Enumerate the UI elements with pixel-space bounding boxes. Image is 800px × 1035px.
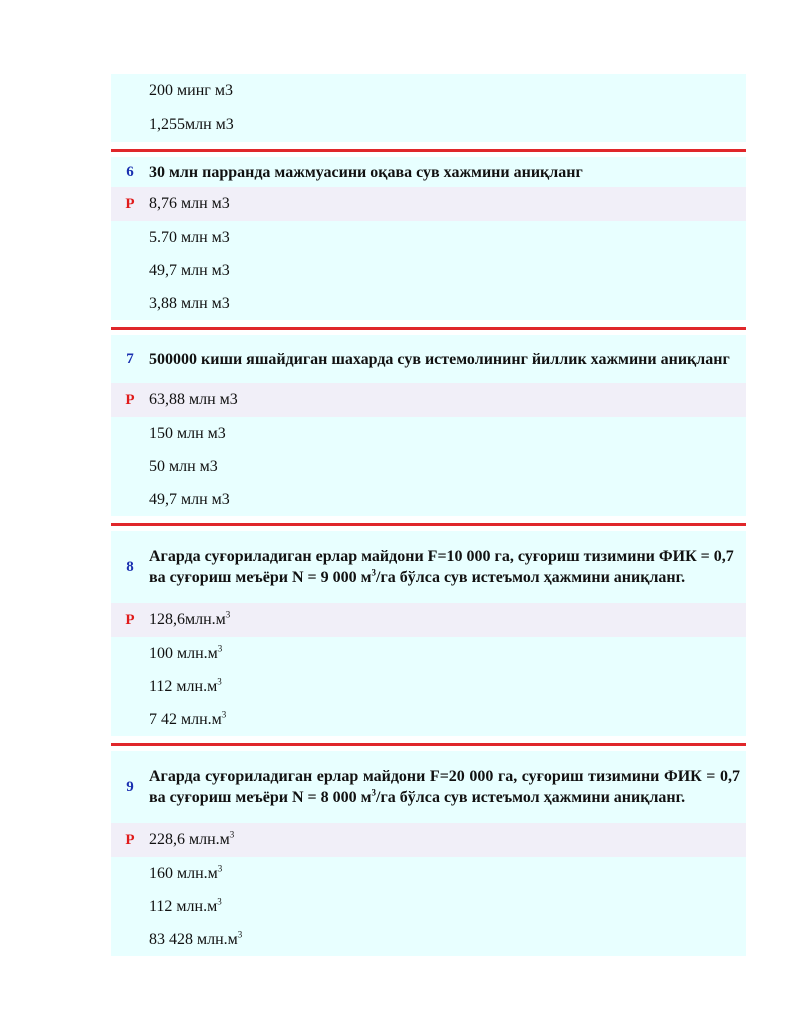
superscript: 3 [371, 567, 377, 578]
question-divider [111, 327, 746, 330]
answer-option [111, 108, 746, 142]
answer-text: 200 минг м3 [149, 82, 233, 99]
answer-option [111, 287, 746, 320]
answer-text: 5.70 млн м3 [149, 228, 230, 246]
answer-text [149, 830, 746, 850]
superscript: 3 [237, 929, 243, 940]
answer-option [111, 703, 746, 736]
answer-text [149, 897, 746, 917]
correct-answer-marker: P [125, 831, 135, 848]
answer-text: 3,88 млн м3 [149, 294, 230, 312]
answer-option [111, 74, 746, 108]
answer-text: 8,76 млн м3 [149, 195, 230, 212]
superscript: 3 [217, 643, 223, 654]
question-number: 6 [126, 163, 134, 180]
answer-option [111, 890, 746, 923]
answer-text: 1,255млн м3 [149, 116, 234, 133]
correct-answer-marker: P [125, 611, 135, 628]
superscript: 3 [217, 863, 223, 874]
question-text-part: Агарда суғориладиган ерлар майдони F=10 000 га, суғориш тизимини ФИК = 0,7 ва суғориш меъёри N = 9 000 м [149, 548, 734, 586]
answer-text: 49,7 млн м3 [149, 490, 230, 508]
question-number: 9 [126, 778, 134, 795]
answer-text: 63,88 млн м3 [149, 391, 238, 408]
question-text [149, 546, 746, 588]
correct-answer-marker: P [125, 195, 135, 212]
question-row [111, 531, 746, 603]
answer-text: 50 млн м3 [149, 457, 218, 475]
answer-option-correct [111, 187, 746, 221]
question-row [111, 335, 746, 383]
answer-value: 83 428 млн.м [149, 930, 238, 948]
answer-text [149, 610, 746, 630]
question-divider [111, 149, 746, 152]
answer-text: 150 млн м3 [149, 424, 226, 442]
answer-text [149, 930, 746, 950]
answer-value: 100 млн.м [149, 644, 218, 662]
answer-option-correct [111, 383, 746, 417]
answer-option [111, 670, 746, 703]
question-number: 7 [126, 350, 134, 367]
answer-option [111, 221, 746, 254]
answer-value: 112 млн.м [149, 677, 218, 695]
answer-option-correct [111, 603, 746, 637]
question-text-part: /га бўлса сув истеъмол ҳажмини аниқланг. [376, 569, 686, 586]
answer-text [149, 677, 746, 697]
answer-option [111, 254, 746, 287]
answer-value: 228,6 млн.м [149, 831, 230, 848]
answer-option [111, 637, 746, 670]
question-divider [111, 523, 746, 526]
question-text-part: /га бўлса сув истеъмол ҳажмини аниқланг. [376, 789, 686, 806]
correct-answer-marker: P [125, 391, 135, 408]
answer-option-correct [111, 823, 746, 857]
question-row [111, 751, 746, 823]
answer-text [149, 710, 746, 730]
answer-text [149, 644, 746, 664]
superscript: 3 [225, 609, 231, 620]
answer-value: 7 42 млн.м [149, 710, 222, 728]
answer-value: 160 млн.м [149, 864, 218, 882]
answer-text [149, 864, 746, 884]
answer-value: 128,6млн.м [149, 611, 226, 628]
answer-option [111, 483, 746, 516]
answer-option [111, 417, 746, 450]
question-text: 500000 киши яшайдиган шахарда сув истемолининг йиллик хажмини аниқланг [149, 350, 730, 368]
answer-text: 49,7 млн м3 [149, 261, 230, 279]
answer-value: 112 млн.м [149, 897, 218, 915]
superscript: 3 [229, 829, 235, 840]
question-divider [111, 743, 746, 746]
question-text-part: Агарда суғориладиган ерлар майдони F=20 000 га, суғориш тизимини ФИК = 0,7 ва суғориш меъёри N = 8 000 м [149, 768, 740, 806]
question-text: 30 млн парранда мажмуасини оқава сув хажмини аниқланг [149, 163, 583, 181]
answer-option [111, 450, 746, 483]
superscript: 3 [217, 676, 222, 687]
superscript: 3 [371, 787, 377, 798]
answer-option [111, 857, 746, 890]
question-text [149, 766, 746, 808]
question-number: 8 [126, 558, 134, 575]
test-sheet [111, 74, 746, 956]
superscript: 3 [221, 709, 227, 720]
superscript: 3 [217, 896, 222, 907]
question-row [111, 157, 746, 187]
answer-option [111, 923, 746, 956]
